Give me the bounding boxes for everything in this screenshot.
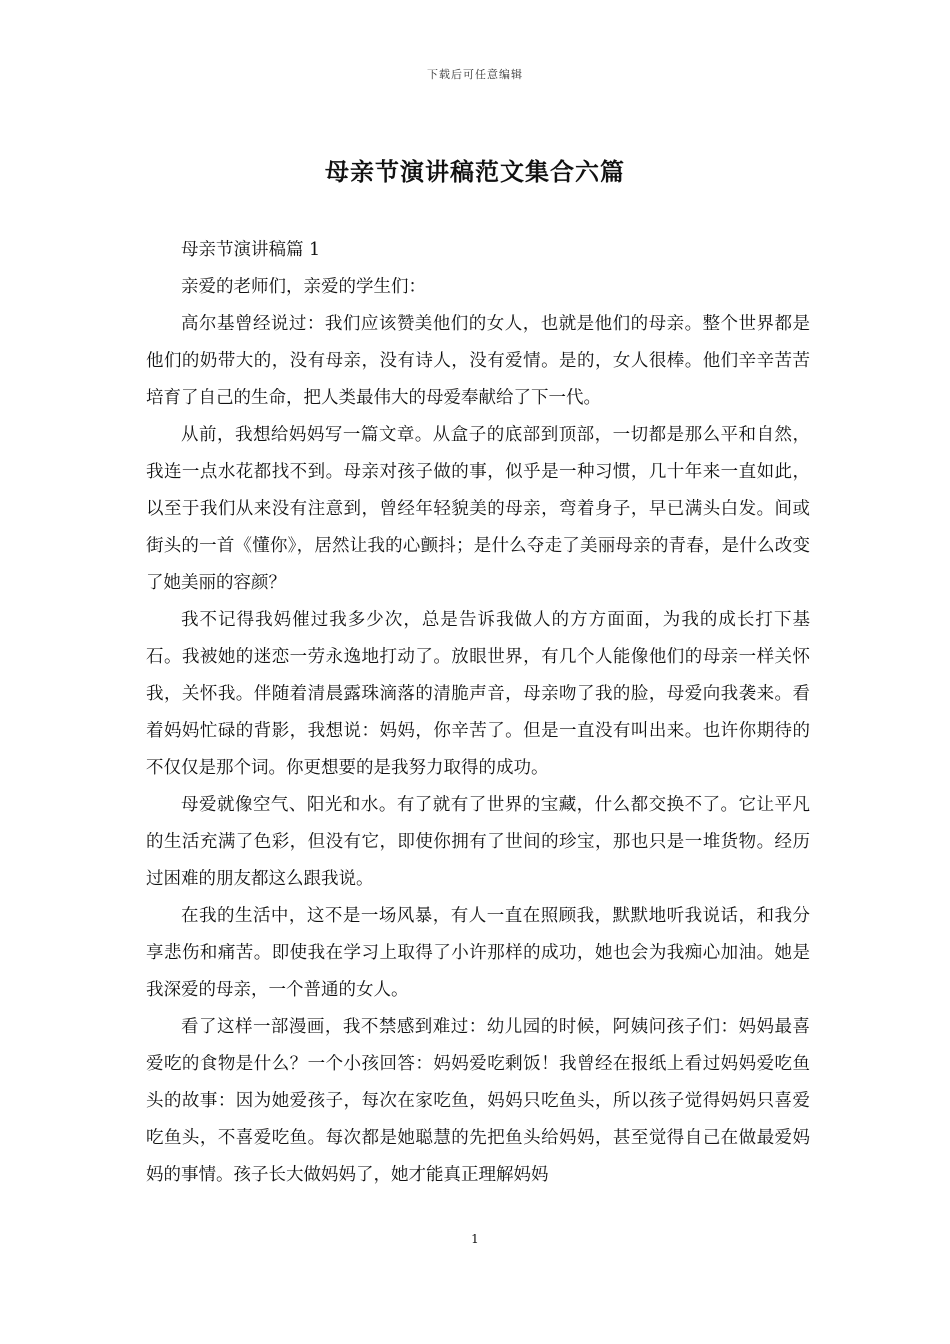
- page-number: 1: [471, 1232, 479, 1246]
- document-body: [146, 232, 810, 1194]
- salutation: 亲爱的老师们，亲爱的学生们：: [181, 277, 426, 297]
- section-heading: 母亲节演讲稿篇 1: [181, 240, 321, 260]
- document-title: 母亲节演讲稿范文集合六篇: [325, 157, 625, 186]
- header-note: 下载后可任意编辑: [427, 68, 523, 81]
- paragraph-1: 高尔基曾经说过：我们应该赞美他们的女人，也就是他们的母亲。整个世界都是他们的奶带大的，没有母亲，没有诗人，没有爱情。是的，女人很棒。他们辛辛苦苦培育了自己的生命，把人类最伟大的母爱奉献给了下一代。: [146, 314, 810, 408]
- paragraph-4: 母爱就像空气、阳光和水。有了就有了世界的宝藏，什么都交换不了。它让平凡的生活充满了色彩，但没有它，即使你拥有了世间的珍宝，那也只是一堆货物。经历过困难的朋友都这么跟我说。: [146, 795, 810, 889]
- paragraph-3: 我不记得我妈催过我多少次，总是告诉我做人的方方面面，为我的成长打下基石。我被她的迷恋一劳永逸地打动了。放眼世界，有几个人能像他们的母亲一样关怀我，关怀我。伴随着清晨露珠滴落的清脆声音，母亲吻了我的脸，母爱向我袭来。看着妈妈忙碌的背影，我想说：妈妈，你辛苦了。但是一直没有叫出来。也许你期待的不仅仅是那个词。你更想要的是我努力取得的成功。: [146, 610, 810, 778]
- paragraph-5: 在我的生活中，这不是一场风暴，有人一直在照顾我，默默地听我说话，和我分享悲伤和痛苦。即使我在学习上取得了小许那样的成功，她也会为我痴心加油。她是我深爱的母亲，一个普通的女人。: [146, 906, 810, 1000]
- paragraph-2: 从前，我想给妈妈写一篇文章。从盒子的底部到顶部，一切都是那么平和自然，我连一点水花都找不到。母亲对孩子做的事，似乎是一种习惯，几十年来一直如此，以至于我们从来没有注意到，曾经年轻貌美的母亲，弯着身子，早已满头白发。间或街头的一首《懂你》，居然让我的心颤抖；是什么夺走了美丽母亲的青春，是什么改变了她美丽的容颜？: [146, 425, 810, 593]
- paragraph-6: 看了这样一部漫画，我不禁感到难过：幼儿园的时候，阿姨问孩子们：妈妈最喜爱吃的食物是什么？一个小孩回答：妈妈爱吃剩饭！我曾经在报纸上看过妈妈爱吃鱼头的故事：因为她爱孩子，每次在家吃鱼，妈妈只吃鱼头，所以孩子觉得妈妈只喜爱吃鱼头，不喜爱吃鱼。每次都是她聪慧的先把鱼头给妈妈，甚至觉得自己在做最爱妈妈的事情。孩子长大做妈妈了，她才能真正理解妈妈: [146, 1017, 810, 1185]
